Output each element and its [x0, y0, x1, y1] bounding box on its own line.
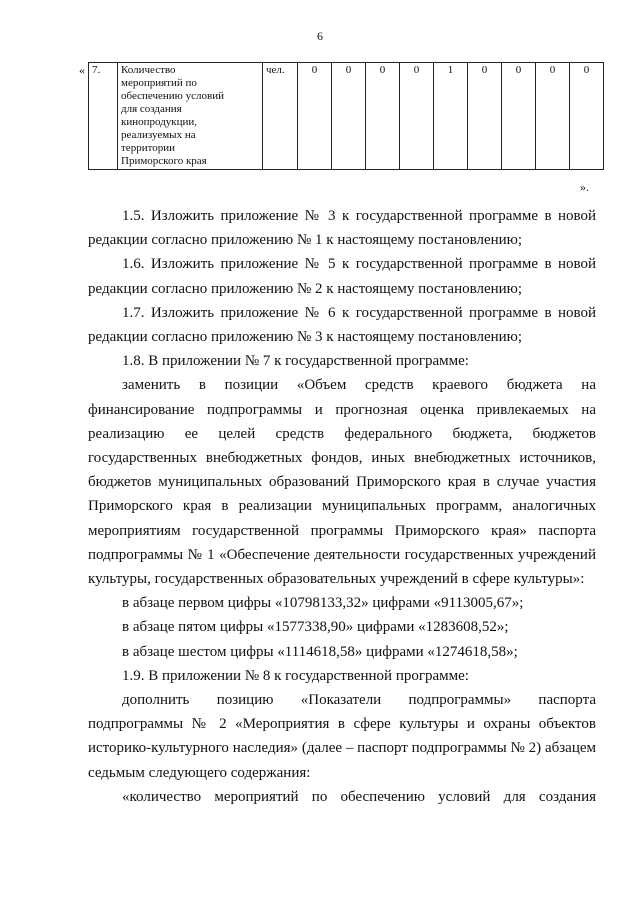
paragraph-abzac-1: в абзаце первом цифры «10798133,32» цифрами «9113005,67»;: [122, 595, 524, 612]
indicator-name-line: Количество: [121, 64, 176, 76]
indicator-name-line: мероприятий по: [121, 77, 197, 89]
value-cell: 0: [570, 63, 604, 170]
row-number-cell: 7.: [89, 63, 118, 170]
value-cell: 0: [536, 63, 570, 170]
indicator-name-line: кинопродукции,: [121, 116, 198, 128]
paragraph-1-9: 1.9. В приложении № 8 к государственной программе:: [122, 667, 469, 684]
value-cell: 0: [400, 63, 434, 170]
indicator-table: [88, 62, 604, 170]
indicator-name-line: территории: [121, 142, 176, 154]
value-cell: 0: [298, 63, 332, 170]
value-cell: 0: [332, 63, 366, 170]
indicator-name-line: Приморского края: [121, 155, 207, 167]
unit-cell: чел.: [263, 63, 298, 170]
paragraph-1-7: 1.7. Изложить приложение № 6 к государственной программе в новой редакции согласно приложению № 3 к настоящему постановлению;: [88, 304, 596, 346]
paragraph-1-6: 1.6. Изложить приложение № 5 к государственной программе в новой редакции согласно приложению № 2 к настоящему постановлению;: [88, 256, 596, 297]
value-cell: 0: [366, 63, 400, 170]
indicator-name-cell: [118, 63, 263, 170]
paragraph-replace: заменить в позиции «Объем средств краевого бюджета на финансирование подпрограммы и прогнозная оценка привлекаемых на реализацию ее целей средств федерального бюджета, бюджетов государственных внебюджетных фондов, иных внебюджетных источников, бюджетов муниципальных образований Приморского края в случае участия Приморского края в реализации муниципальных программ, аналогичных мероприятиям государственной программы Приморского края» паспорта подпрограммы № 1 «Обеспечение деятельности государственных учреждений культуры, государственных образовательных учреждений в сфере культуры»:: [88, 377, 596, 588]
paragraph-1-5: 1.5. Изложить приложение № 3 к государственной программе в новой редакции согласно приложению № 1 к настоящему постановлению;: [88, 208, 596, 249]
table-open-quote: «: [79, 63, 85, 77]
indicator-name-line: реализуемых на: [121, 129, 196, 141]
paragraph-quote-start: «количество мероприятий по обеспечению условий для создания: [122, 788, 596, 805]
table-row: [89, 63, 604, 170]
page-number: 6: [317, 29, 323, 43]
paragraph-abzac-6: в абзаце шестом цифры «1114618,58» цифрами «1274618,58»;: [122, 643, 518, 660]
indicator-name-line: для создания: [121, 103, 182, 115]
value-cell: 0: [468, 63, 502, 170]
table-close-quote: ».: [580, 180, 589, 194]
value-cell: 0: [502, 63, 536, 170]
paragraph-1-8: 1.8. В приложении № 7 к государственной программе:: [122, 353, 469, 370]
value-cell: 1: [434, 63, 468, 170]
paragraph-abzac-5: в абзаце пятом цифры «1577338,90» цифрами «1283608,52»;: [122, 619, 509, 636]
paragraph-add: дополнить позицию «Показатели подпрограммы» паспорта подпрограммы № 2 «Мероприятия в сфере культуры и охраны объектов историко-культурного наследия» (далее – паспорт подпрограммы № 2) абзацем седьмым следующего содержания:: [88, 692, 596, 781]
indicator-name-line: обеспечению условий: [121, 90, 224, 102]
document-body: [88, 204, 596, 809]
